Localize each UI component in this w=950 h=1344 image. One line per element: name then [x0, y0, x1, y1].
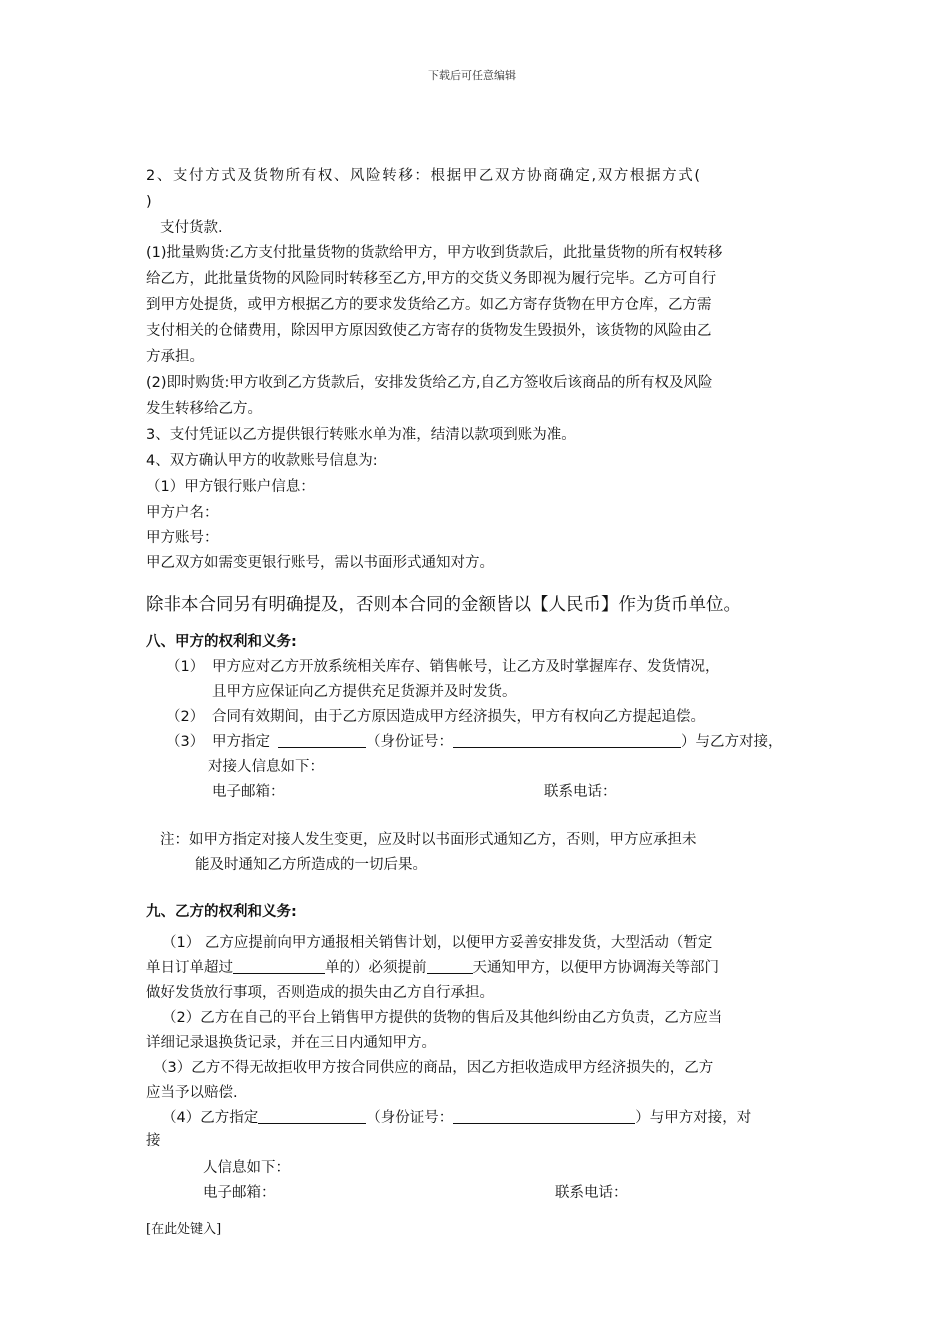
s9-item-1-line-1: （1） 乙方应提前向甲方通报相关销售计划，以便甲方妥善安排发货，大型活动（暂定	[162, 935, 713, 951]
s9-item-1-text-a: 单日订单超过	[146, 960, 233, 976]
account-change-note: 甲乙双方如需变更银行账号，需以书面形式通知对方。	[146, 555, 494, 571]
clause-2b-line: (2)即时购货:甲方收到乙方货款后，安排发货给乙方,自乙方签收后该商品的所有权及风险	[146, 375, 713, 391]
s8-item-3-line-1	[212, 732, 783, 752]
page-header: 下载后可任意编辑	[428, 69, 516, 82]
s9-item-1-text-b: 单的）必须提前	[325, 960, 427, 976]
clause-4-1: （1）甲方银行账户信息：	[146, 479, 315, 495]
clause-2-line-2: )	[146, 194, 152, 210]
s9-item-4-line-1	[162, 1108, 751, 1128]
s8-item-1-line-2: 且甲方应保证向乙方提供充足货源并及时发货。	[212, 684, 517, 700]
party-b-id-blank[interactable]	[453, 1109, 635, 1124]
s8-item-3-text-a: 甲方指定	[212, 734, 270, 750]
clause-2b-line: 发生转移给乙方。	[146, 401, 262, 417]
clause-2-line-3: 支付货款.	[160, 220, 223, 236]
s8-phone-label: 联系电话：	[544, 784, 617, 800]
s9-item-4-text-b: （身份证号：	[366, 1110, 454, 1126]
s9-item-3-line-2: 应当予以赔偿.	[146, 1085, 238, 1101]
clause-4: 4、双方确认甲方的收款账号信息为:	[146, 453, 378, 469]
s8-item-3-text-b: （身份证号：	[366, 734, 453, 750]
s8-item-2-number: （2）	[166, 709, 205, 725]
s9-item-4-line-2: 接	[146, 1133, 161, 1149]
section-9-title: 九、乙方的权利和义务:	[146, 904, 297, 920]
order-count-blank[interactable]	[233, 959, 325, 974]
s8-item-1-number: （1）	[166, 659, 205, 675]
s8-note-line-1: 注：如甲方指定对接人发生变更，应及时以书面形式通知乙方，否则，甲方应承担未	[160, 832, 697, 848]
clause-2-line-1: 2、支付方式及货物所有权、风险转移：根据甲乙双方协商确定,双方根据方式(	[146, 168, 702, 184]
days-blank[interactable]	[427, 959, 473, 974]
s9-item-2-line-1: （2）乙方在自己的平台上销售甲方提供的货物的售后及其他纠纷由乙方负责，乙方应当	[162, 1010, 723, 1026]
account-number-label: 甲方账号：	[146, 530, 219, 546]
clause-2a-line: 到甲方处提货，或甲方根据乙方的要求发货给乙方。如乙方寄存货物在甲方仓库，乙方需	[146, 297, 712, 313]
s9-item-4-line-3: 人信息如下：	[203, 1160, 290, 1176]
clause-2a-line: (1)批量购货:乙方支付批量货物的货款给甲方，甲方收到货款后，此批量货物的所有权转移	[146, 245, 723, 261]
s9-item-4-text-a: （4）乙方指定	[162, 1110, 259, 1126]
clause-2a-line: 给乙方，此批量货物的风险同时转移至乙方,甲方的交货义务即视为履行完毕。乙方可自行	[146, 271, 717, 287]
currency-note: 除非本合同另有明确提及，否则本合同的金额皆以【人民币】作为货币单位。	[146, 595, 741, 615]
s9-item-4-text-c: ）与甲方对接，对	[635, 1110, 752, 1126]
s9-item-1-text-c: 天通知甲方，以便甲方协调海关等部门	[472, 960, 719, 976]
section-8-title: 八、甲方的权利和义务:	[146, 634, 297, 650]
s9-email-label: 电子邮箱：	[203, 1185, 276, 1201]
page-footer: [在此处键入]	[146, 1222, 222, 1237]
s8-item-2-line-1: 合同有效期间，由于乙方原因造成甲方经济损失，甲方有权向乙方提起追偿。	[212, 709, 705, 725]
id-number-blank[interactable]	[453, 733, 681, 748]
contact-name-blank[interactable]	[278, 733, 366, 748]
clause-2a-line: 方承担。	[146, 349, 204, 365]
s8-email-label: 电子邮箱：	[212, 784, 285, 800]
clause-3: 3、支付凭证以乙方提供银行转账水单为准，结清以款项到账为准。	[146, 427, 576, 443]
s8-item-3-text-c: ）与乙方对接，	[681, 734, 783, 750]
s8-item-3-line-2: 对接人信息如下：	[208, 759, 324, 775]
s9-item-1-line-3: 做好发货放行事项，否则造成的损失由乙方自行承担。	[146, 985, 494, 1001]
account-name-label: 甲方户名：	[146, 505, 219, 521]
s9-item-2-line-2: 详细记录退换货记录，并在三日内通知甲方。	[146, 1035, 436, 1051]
s9-phone-label: 联系电话：	[555, 1185, 628, 1201]
s9-item-3-line-1: （3）乙方不得无故拒收甲方按合同供应的商品，因乙方拒收造成甲方经济损失的，乙方	[153, 1060, 714, 1076]
s8-item-3-number: （3）	[166, 734, 205, 750]
clause-2a-line: 支付相关的仓储费用，除因甲方原因致使乙方寄存的货物发生毁损外，该货物的风险由乙	[146, 323, 712, 339]
s8-item-1-line-1: 甲方应对乙方开放系统相关库存、销售帐号，让乙方及时掌握库存、发货情况，	[212, 659, 720, 675]
s8-note-line-2: 能及时通知乙方所造成的一切后果。	[195, 857, 427, 873]
s9-item-1-line-2	[146, 958, 719, 978]
party-b-contact-blank[interactable]	[258, 1109, 366, 1124]
